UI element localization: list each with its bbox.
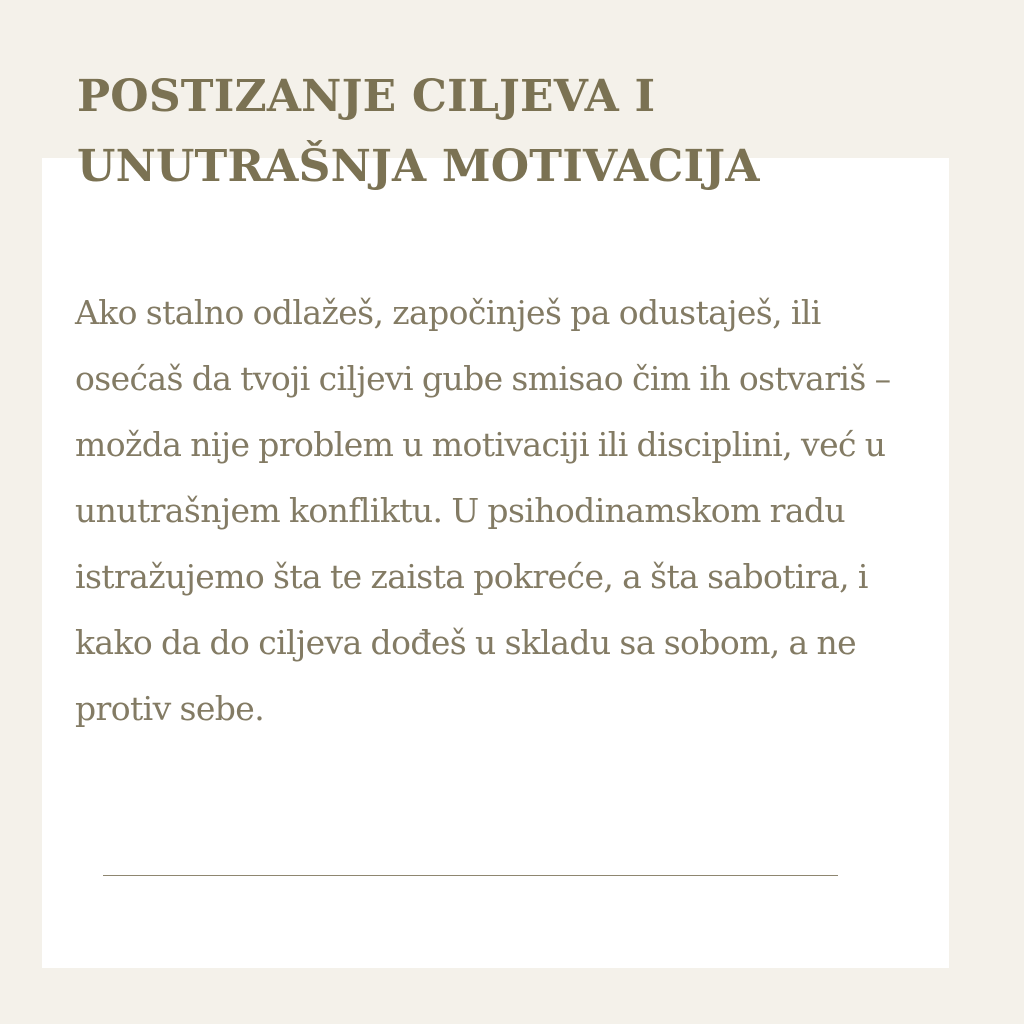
divider-line — [103, 875, 838, 876]
page-title: POSTIZANJE CILJEVA I UNUTRAŠNJA MOTIVACIJA — [77, 71, 760, 192]
body-paragraph: Ako stalno odlažeš, započinješ pa odustaješ, ili osećaš da tvoji ciljevi gube smisao čim ih ostvariš – možda nije problem u motivaciji ili disciplini, već u unutrašnjem konfliktu. U psihodinamskom radu istražujemo šta te zaista pokreće, a šta sabotira, i kako da do ciljeva dođeš u skladu sa sobom, a ne protiv sebe. — [75, 293, 891, 728]
